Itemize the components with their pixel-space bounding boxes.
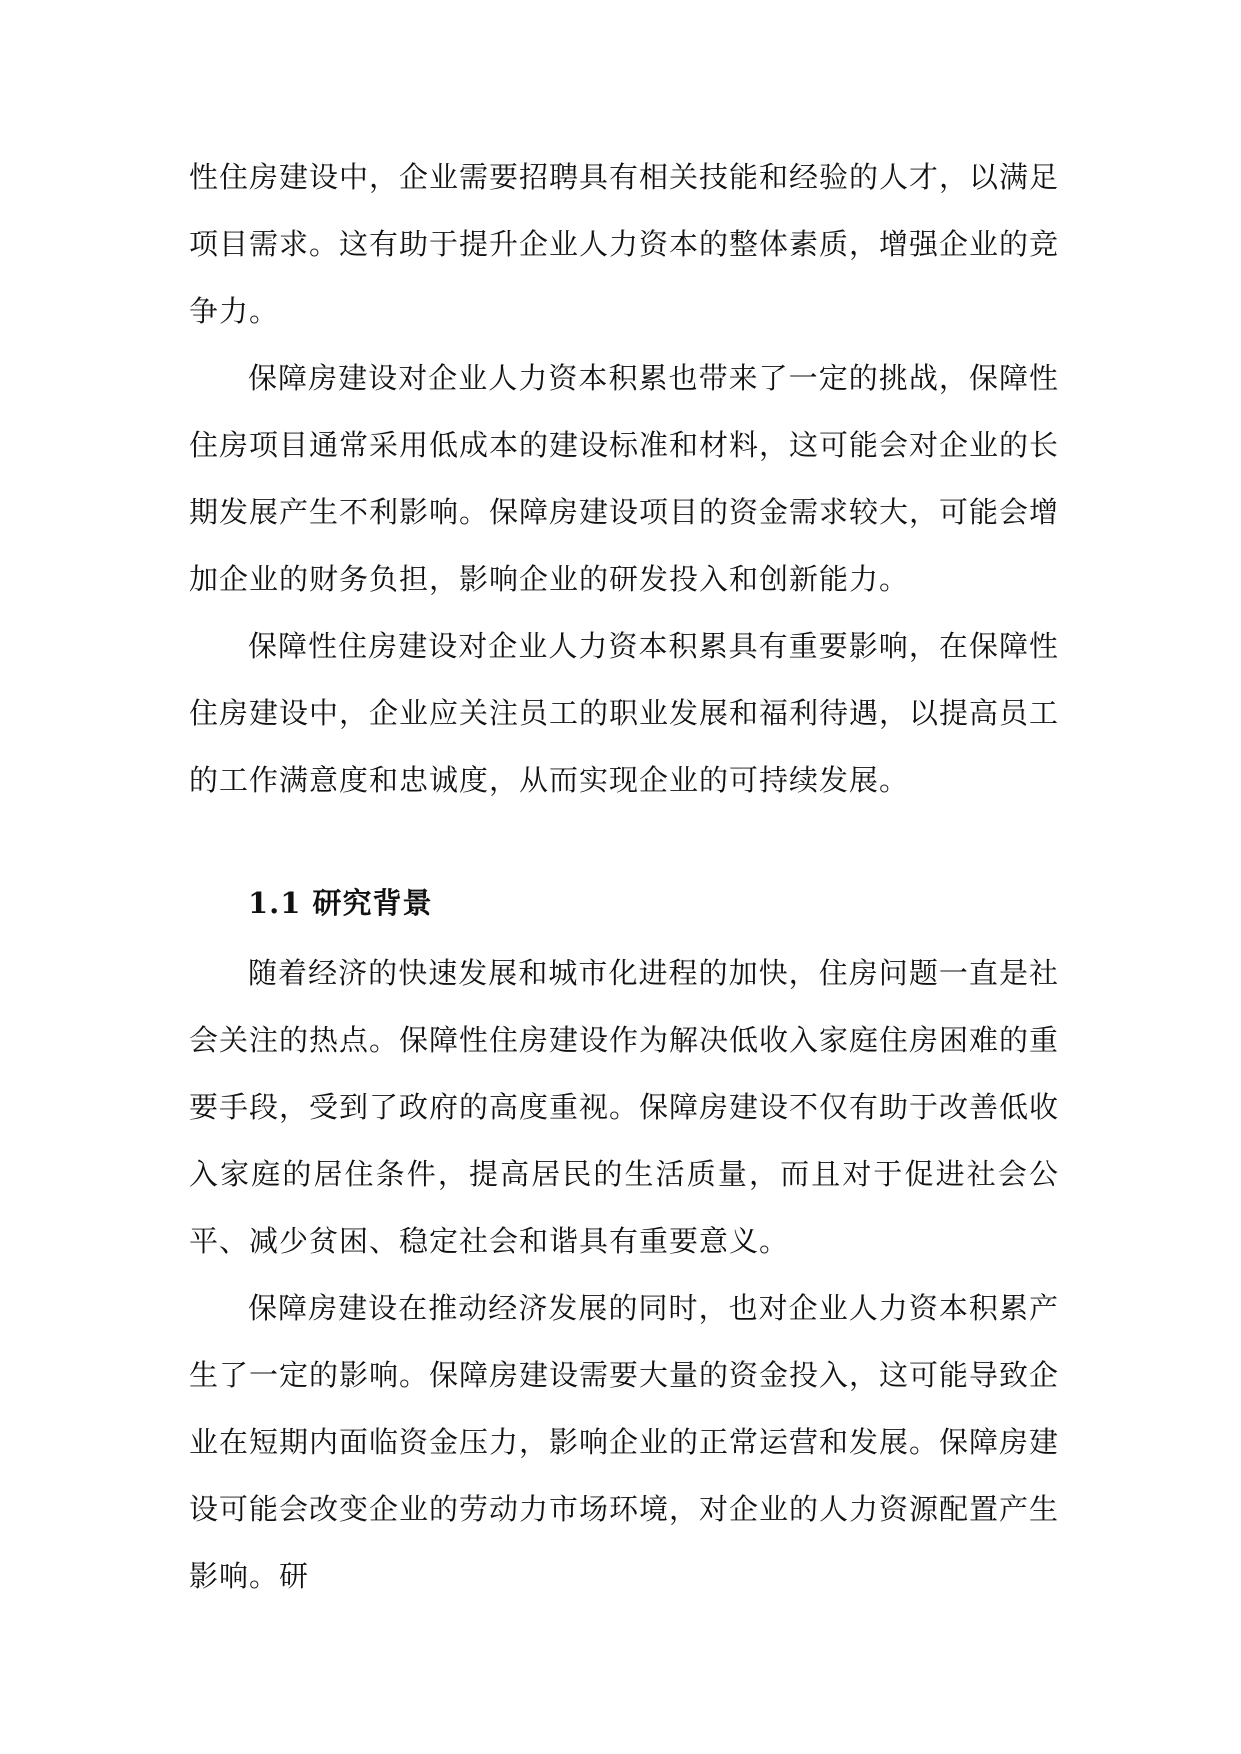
section-heading: 1.1 研究背景	[248, 886, 433, 920]
paragraph-challenges: 保障房建设对企业人力资本积累也带来了一定的挑战，保障性住房项目通常采用低成本的建设标准和材料，这可能会对企业的长期发展产生不利影响。保障房建设项目的资金需求较大，可能会增加企业的财务负担，影响企业的研发投入和创新能力。	[189, 361, 1060, 596]
paragraph-economic-effects: 保障房建设在推动经济发展的同时，也对企业人力资本积累产生了一定的影响。保障房建设需要大量的资金投入，这可能导致企业在短期内面临资金压力，影响企业的正常运营和发展。保障房建设可能会改变企业的劳动力市场环境，对企业的人力资源配置产生影响。研	[189, 1291, 1060, 1593]
document-body	[189, 144, 1059, 1610]
paragraph-continued: 性住房建设中，企业需要招聘具有相关技能和经验的人才，以满足项目需求。这有助于提升企业人力资本的整体素质，增强企业的竞争力。	[189, 160, 1060, 328]
paragraph-background: 随着经济的快速发展和城市化进程的加快，住房问题一直是社会关注的热点。保障性住房建设作为解决低收入家庭住房困难的重要手段，受到了政府的高度重视。保障房建设不仅有助于改善低收入家庭的居住条件，提高居民的生活质量，而且对于促进社会公平、减少贫困、稳定社会和谐具有重要意义。	[189, 956, 1060, 1258]
paragraph-impact-summary: 保障性住房建设对企业人力资本积累具有重要影响，在保障性住房建设中，企业应关注员工的职业发展和福利待遇，以提高员工的工作满意度和忠诚度，从而实现企业的可持续发展。	[189, 629, 1060, 797]
